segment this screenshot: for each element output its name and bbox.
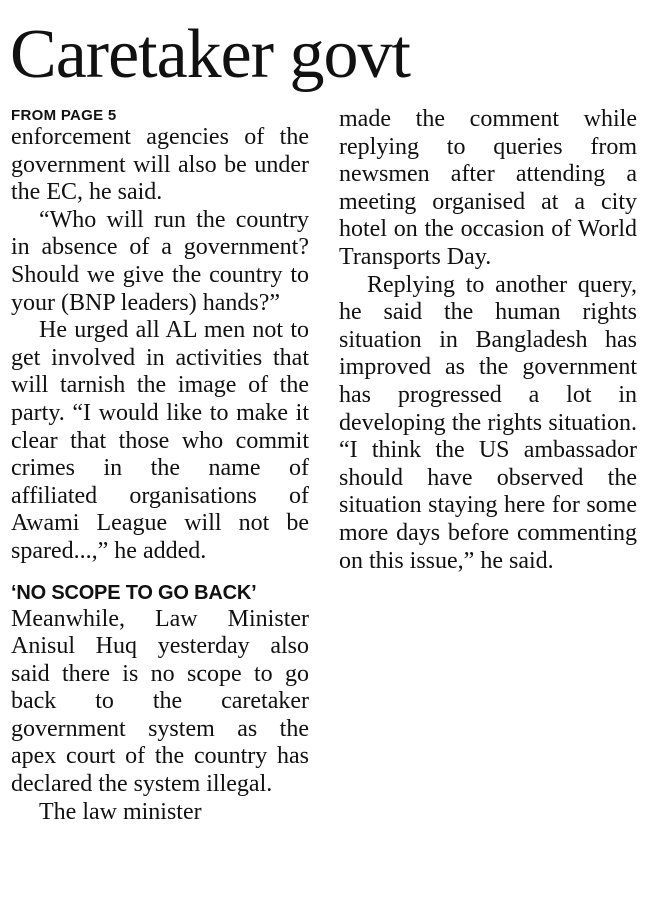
right-column bbox=[339, 104, 637, 575]
continuation-kicker: FROM PAGE 5 bbox=[11, 107, 117, 124]
paragraph: made the comment while replying to queries from newsmen after attending a meeting organised at a city hotel on the occasion of World Transports Day. bbox=[339, 106, 637, 270]
paragraph: Replying to another query, he said the human rights situation in Bangladesh has improved as the government has progressed a lot in developing the rights situation. “I think the US ambassador should have observed the situation staying here for some more days before commenting on this issue,” he said. bbox=[339, 271, 637, 574]
headline: Caretaker govt bbox=[10, 16, 410, 93]
paragraph: The law minister bbox=[39, 798, 202, 825]
left-column bbox=[11, 104, 309, 826]
paragraph: He urged all AL men not to get involved in activities that will tarnish the image of the party. “I would like to make it clear that those who commit crimes in the name of affiliated organisations of Awami League will not be spared...,” he added. bbox=[11, 317, 309, 564]
paragraph: Meanwhile, Law Minister Anisul Huq yesterday also said there is no scope to go back to the caretaker government system as the apex court of the country has declared the system illegal. bbox=[11, 605, 309, 798]
paragraph: “Who will run the country in absence of a government? Should we give the country to your (BNP leaders) hands?” bbox=[11, 206, 309, 316]
subheading: ‘NO SCOPE TO GO BACK’ bbox=[11, 581, 257, 604]
paragraph: enforcement agencies of the government will also be under the EC, he said. bbox=[11, 124, 309, 206]
